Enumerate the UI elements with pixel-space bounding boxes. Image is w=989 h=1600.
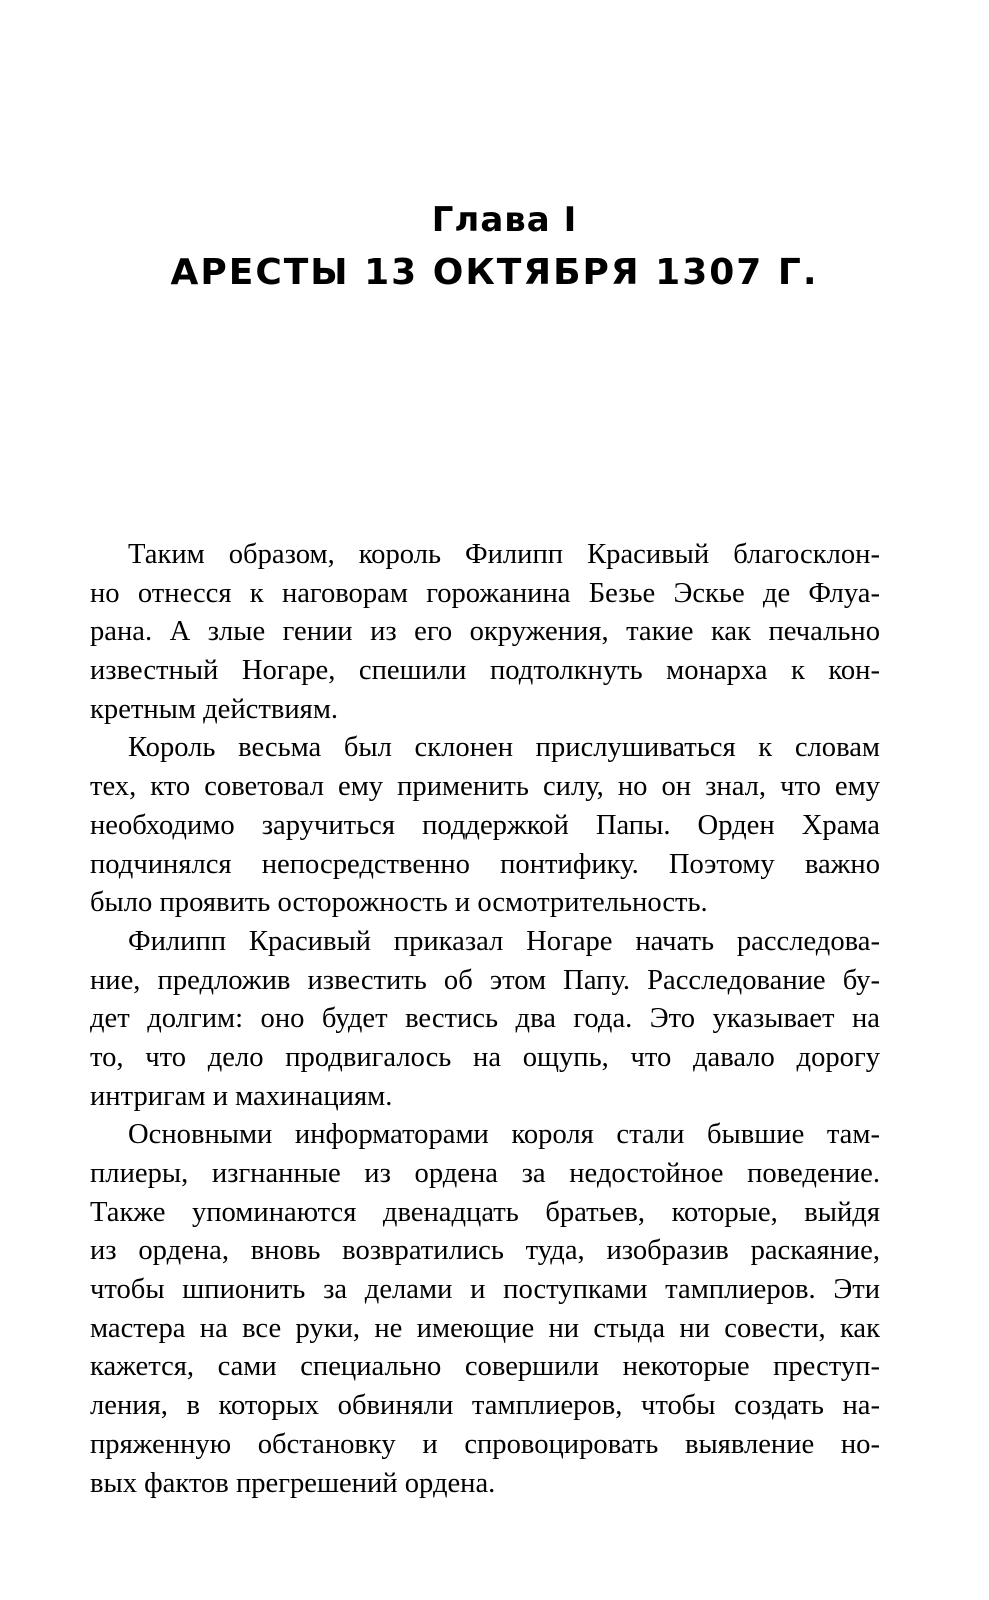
text-line: Также упоминаются двенадцать братьев, которые, выйдя xyxy=(90,1196,880,1228)
text-line: тех, кто советовал ему применить силу, но он знал, что ему xyxy=(90,771,880,803)
text-line: ние, предложив известить об этом Папу. Расследование бу- xyxy=(90,964,880,996)
chapter-title: АРЕСТЫ 13 ОКТЯБРЯ 1307 Г. xyxy=(170,252,819,293)
text-line: кретным действиям. xyxy=(90,693,339,725)
text-line: чтобы шпионить за делами и поступками тамплиеров. Эти xyxy=(90,1274,880,1306)
text-line: Филипп Красивый приказал Ногаре начать расследова- xyxy=(128,925,880,957)
text-line: пряженную обстановку и спровоцировать выявление но- xyxy=(90,1428,880,1460)
text-line: интригам и махинациям. xyxy=(90,1080,393,1112)
text-line: то, что дело продвигалось на ощупь, что давало дорогу xyxy=(90,1041,880,1073)
paragraph-2 xyxy=(90,729,880,922)
text-line: Таким образом, король Филипп Красивый благосклон- xyxy=(128,539,880,570)
paragraph-3 xyxy=(90,923,880,1116)
text-line: плиеры, изгнанные из ордена за недостойное поведение. xyxy=(90,1158,880,1189)
text-line: необходимо заручиться поддержкой Папы. Орден Храма xyxy=(90,809,880,841)
paragraph-4 xyxy=(90,1116,880,1503)
text-line: Основными информаторами короля стали бывшие там- xyxy=(128,1119,880,1151)
text-line: Король весьма был склонен прислушиваться к словам xyxy=(128,732,880,764)
text-line: из ордена, вновь возвратились туда, изобразив раскаяние, xyxy=(90,1235,880,1267)
text-line: но отнесся к наговорам горожанина Безье Эскье де Флуа- xyxy=(90,577,880,609)
text-line: рана. А злые гении из его окружения, такие как печально xyxy=(90,616,880,648)
text-line: вых фактов прегрешений ордена. xyxy=(90,1467,496,1499)
chapter-label: Глава I xyxy=(431,200,578,240)
text-line: дет долгим: оно будет вестись два года. Это указывает на xyxy=(90,1003,880,1035)
text-line: известный Ногаре, спешили подтолкнуть монарха к кон- xyxy=(90,655,880,687)
chapter-body xyxy=(90,536,880,1503)
text-line: ления, в которых обвиняли тамплиеров, чтобы создать на- xyxy=(90,1390,880,1422)
text-line: кажется, сами специально совершили некоторые преступ- xyxy=(90,1351,880,1383)
text-line: мастера на все руки, не имеющие ни стыда ни совести, как xyxy=(90,1312,880,1344)
paragraph-1 xyxy=(90,536,880,729)
text-line: было проявить осторожность и осмотрительность. xyxy=(90,887,708,919)
text-line: подчинялся непосредственно понтифику. Поэтому важно xyxy=(90,848,880,880)
